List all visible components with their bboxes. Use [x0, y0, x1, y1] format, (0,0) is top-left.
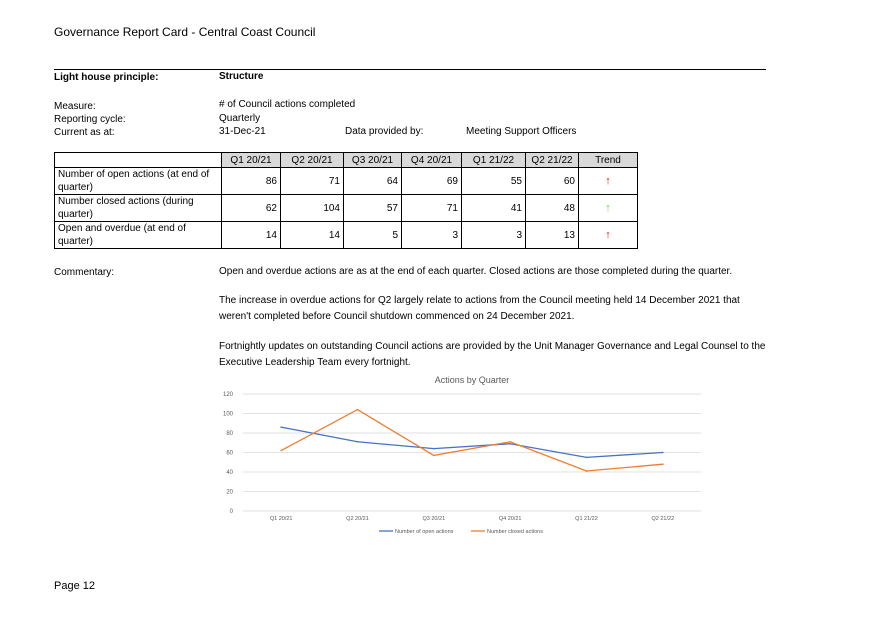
table-cell: 104 [281, 195, 344, 222]
data-point [662, 463, 664, 465]
table-row [55, 195, 638, 222]
y-tick-label: 40 [226, 470, 233, 476]
column-header: Q2 20/21 [281, 153, 344, 168]
x-tick-label: Q1 21/22 [575, 516, 598, 522]
data-point [586, 457, 588, 459]
column-header-trend: Trend [579, 153, 638, 168]
measure-label: Measure: [54, 101, 96, 112]
trend-up-arrow-icon: ↑ [579, 222, 638, 249]
data-point [280, 450, 282, 452]
table-cell: 3 [462, 222, 526, 249]
data-point [433, 455, 435, 457]
x-tick-label: Q3 20/21 [422, 516, 446, 522]
table-cell: 14 [222, 222, 281, 249]
data-point [357, 441, 359, 443]
row-label: Number of open actions (at end of quarter) [55, 168, 222, 195]
x-tick-label: Q1 20/21 [269, 516, 293, 522]
table-cell: 71 [281, 168, 344, 195]
table-cell: 62 [222, 195, 281, 222]
actions-by-quarter-chart [217, 370, 701, 542]
document-title: Governance Report Card - Central Coast Council [54, 25, 316, 39]
row-label: Number closed actions (during quarter) [55, 195, 222, 222]
x-tick-label: Q2 20/21 [346, 516, 369, 522]
table-cell: 41 [462, 195, 526, 222]
measure-value: # of Council actions completed [219, 99, 356, 110]
x-tick-label: Q2 21/22 [651, 516, 675, 522]
y-tick-label: 100 [222, 411, 233, 418]
data-point [280, 426, 282, 428]
table-cell: 60 [526, 168, 579, 195]
table-cell: 71 [402, 195, 462, 222]
y-tick-label: 0 [229, 509, 233, 515]
data-point [509, 441, 511, 443]
table-cell: 86 [222, 168, 281, 195]
data-point [586, 470, 588, 472]
column-header: Q1 20/21 [222, 153, 281, 168]
table-cell: 13 [526, 222, 579, 249]
reporting-cycle-label: Reporting cycle: [54, 114, 126, 125]
y-tick-label: 20 [226, 489, 233, 496]
header-rule [54, 69, 766, 70]
y-tick-label: 60 [226, 450, 233, 457]
current-as-at-label: Current as at: [54, 127, 115, 138]
report-card-table [54, 152, 638, 249]
reporting-cycle-value: Quarterly [219, 113, 261, 124]
table-cell: 55 [462, 168, 526, 195]
x-tick-label: Q4 20/21 [498, 516, 522, 522]
trend-up-arrow-icon: ↑ [579, 195, 638, 222]
row-label: Open and overdue (at end of quarter) [55, 222, 222, 249]
column-header: Q1 21/22 [462, 153, 526, 168]
column-header: Q4 20/21 [402, 153, 462, 168]
table-cell: 5 [344, 222, 402, 249]
table-cell: 48 [526, 195, 579, 222]
chart-title: Actions by Quarter [434, 375, 510, 385]
y-tick-label: 80 [226, 431, 233, 437]
y-tick-label: 120 [222, 392, 233, 398]
data-provided-value: Meeting Support Officers [466, 126, 577, 137]
legend-label: Number of open actions [395, 529, 454, 535]
table-cell: 57 [344, 195, 402, 222]
data-point [662, 452, 664, 454]
table-cell: 64 [344, 168, 402, 195]
table-cell: 3 [402, 222, 462, 249]
principle-label: Light house principle: [54, 72, 159, 83]
data-point [357, 409, 359, 411]
commentary-paragraph: Fortnightly updates on outstanding Council actions are provided by the Unit Manager Governance and Legal Counsel to the Executive Leadership Team every fortnight. [219, 341, 766, 368]
principle-value: Structure [219, 71, 264, 82]
data-point [433, 448, 435, 450]
column-header: Q2 21/22 [526, 153, 579, 168]
column-header: Q3 20/21 [344, 153, 402, 168]
data-provided-label: Data provided by: [345, 126, 424, 137]
commentary-paragraph: The increase in overdue actions for Q2 largely relate to actions from the Council meeting held 14 December 2021 that weren't completed before Council shutdown commenced on 24 December 2021. [219, 295, 740, 322]
data-point [509, 443, 511, 445]
table-corner-cell [55, 153, 222, 168]
table-row [55, 222, 638, 249]
commentary-paragraph: Open and overdue actions are as at the end of each quarter. Closed actions are those completed during the quarter. [219, 266, 733, 277]
legend-label: Number closed actions [487, 529, 543, 535]
current-as-at-value: 31-Dec-21 [219, 126, 266, 137]
trend-up-arrow-icon: ↑ [579, 168, 638, 195]
commentary-label: Commentary: [54, 267, 115, 278]
table-cell: 14 [281, 222, 344, 249]
table-cell: 69 [402, 168, 462, 195]
series-line [281, 410, 663, 471]
table-header-row [55, 153, 638, 168]
table-row [55, 168, 638, 195]
page-number: Page 12 [54, 580, 95, 592]
